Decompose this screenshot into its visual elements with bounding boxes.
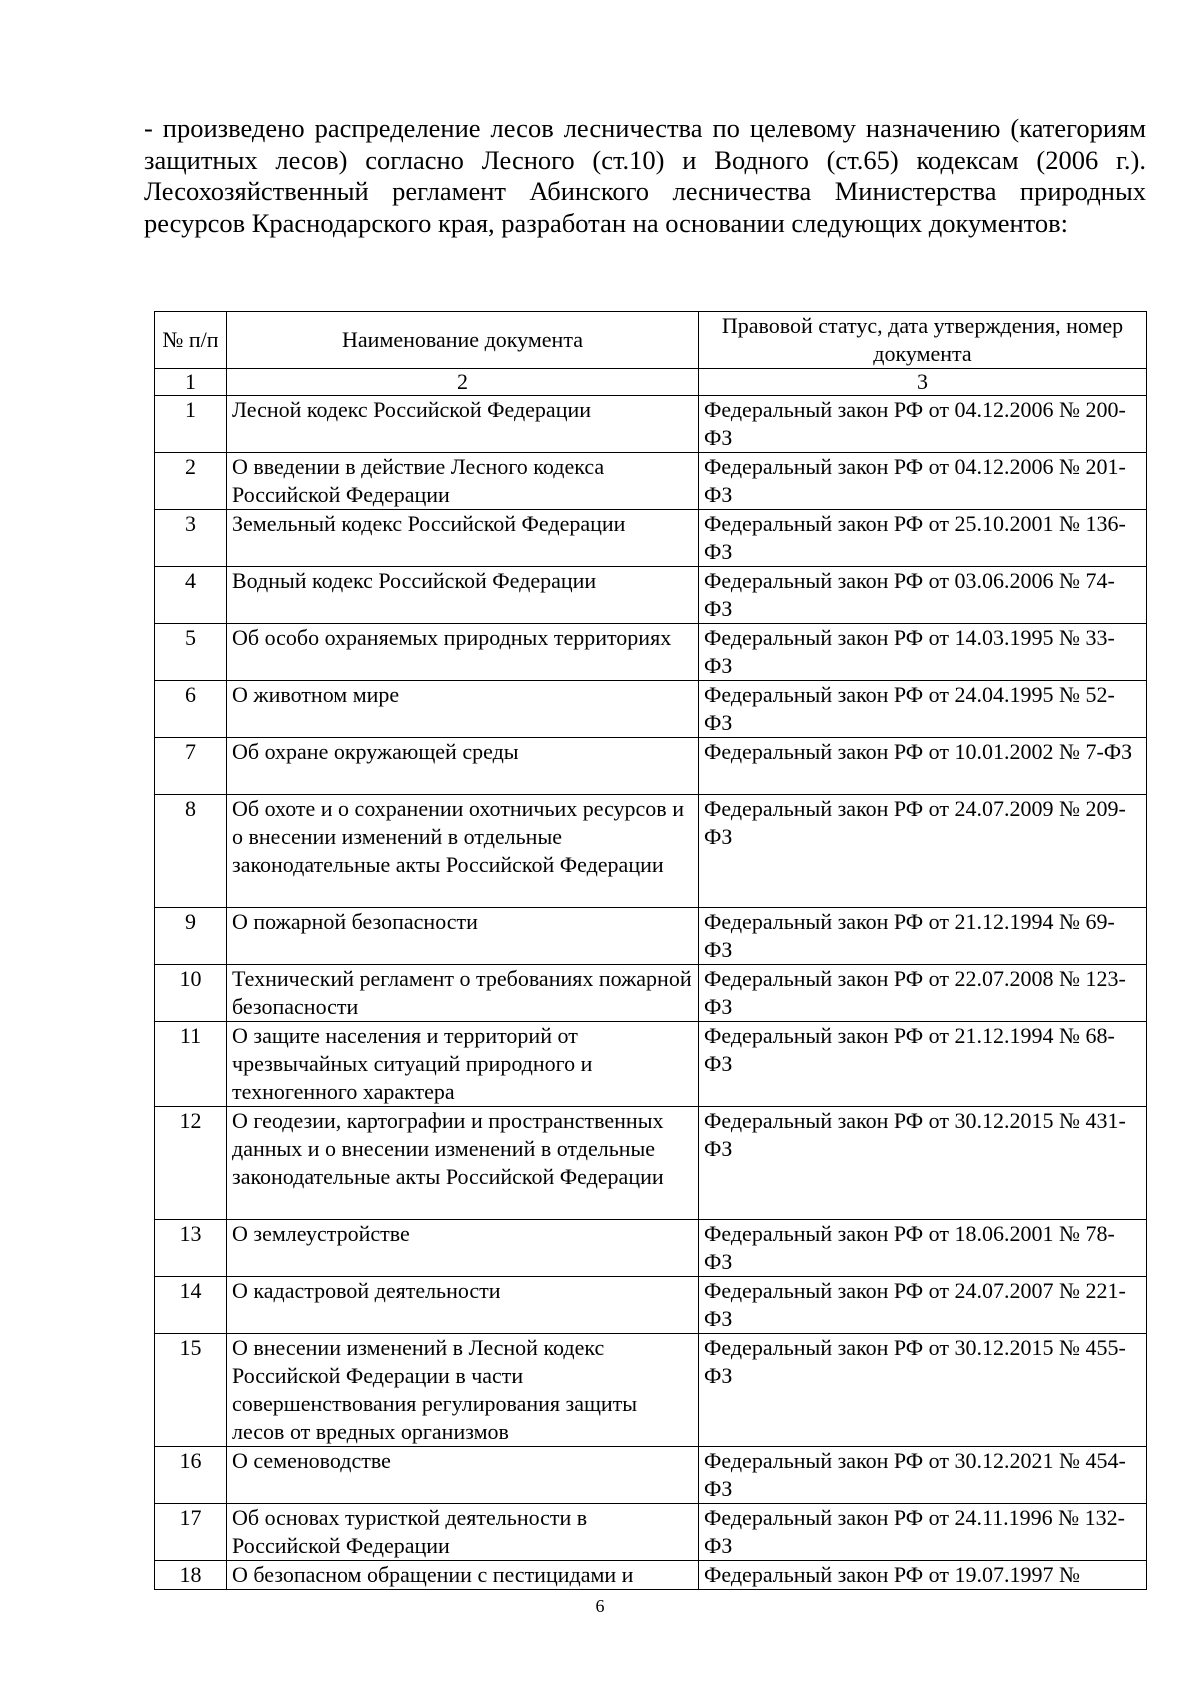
table-row (155, 1447, 1147, 1504)
legal-status: Федеральный закон РФ от 10.01.2002 № 7-ФЗ (699, 738, 1147, 795)
header-status: Правовой статус, дата утверждения, номер документа (699, 312, 1147, 369)
document-name: Об охоте и о сохранении охотничьих ресурсов и о внесении изменений в отдельные законодательные акты Российской Федерации (227, 795, 699, 908)
table-index-row (155, 369, 1147, 396)
legal-status: Федеральный закон РФ от 18.06.2001 № 78-ФЗ (699, 1220, 1147, 1277)
document-name: Об основах туристкой деятельности в Российской Федерации (227, 1504, 699, 1561)
table-row (155, 1561, 1147, 1590)
documents-table (154, 311, 1147, 1590)
document-name: О внесении изменений в Лесной кодекс Российской Федерации в части совершенствования регулирования защиты лесов от вредных организмов (227, 1334, 699, 1447)
legal-status: Федеральный закон РФ от 24.07.2009 № 209-ФЗ (699, 795, 1147, 908)
row-number: 11 (155, 1022, 227, 1107)
row-number: 3 (155, 510, 227, 567)
row-number: 12 (155, 1107, 227, 1220)
document-name: О защите населения и территорий от чрезвычайных ситуаций природного и техногенного характера (227, 1022, 699, 1107)
table-row (155, 567, 1147, 624)
legal-status: Федеральный закон РФ от 04.12.2006 № 200-ФЗ (699, 396, 1147, 453)
legal-status: Федеральный закон РФ от 21.12.1994 № 69-ФЗ (699, 908, 1147, 965)
row-number: 6 (155, 681, 227, 738)
row-number: 17 (155, 1504, 227, 1561)
legal-status: Федеральный закон РФ от 30.12.2015 № 431-ФЗ (699, 1107, 1147, 1220)
document-name: О введении в действие Лесного кодекса Российской Федерации (227, 453, 699, 510)
document-name: Земельный кодекс Российской Федерации (227, 510, 699, 567)
row-number: 4 (155, 567, 227, 624)
document-name: Об охране окружающей среды (227, 738, 699, 795)
legal-status: Федеральный закон РФ от 24.04.1995 № 52-ФЗ (699, 681, 1147, 738)
row-number: 10 (155, 965, 227, 1022)
intro-paragraph: - произведено распределение лесов лесничества по целевому назначению (категориям защитных лесов) согласно Лесного (ст.10) и Водного (ст.65) кодексам (2006 г.). Лесохозяйственный регламент Абинского лесничества Министерства природных ресурсов Краснодарского края, разработан на основании следующих документов: (144, 113, 1146, 238)
row-number: 5 (155, 624, 227, 681)
row-number: 15 (155, 1334, 227, 1447)
document-name: Об особо охраняемых природных территориях (227, 624, 699, 681)
row-number: 1 (155, 396, 227, 453)
table-row (155, 510, 1147, 567)
table-row (155, 908, 1147, 965)
document-name: О безопасном обращении с пестицидами и (227, 1561, 699, 1590)
legal-status: Федеральный закон РФ от 19.07.1997 № (699, 1561, 1147, 1590)
table-row (155, 1504, 1147, 1561)
table-row (155, 738, 1147, 795)
document-name: Водный кодекс Российской Федерации (227, 567, 699, 624)
row-number: 14 (155, 1277, 227, 1334)
document-name: О землеустройстве (227, 1220, 699, 1277)
index-cell: 3 (699, 369, 1147, 396)
table-row (155, 453, 1147, 510)
table-row (155, 1334, 1147, 1447)
table-row (155, 965, 1147, 1022)
document-name: О семеноводстве (227, 1447, 699, 1504)
index-cell: 1 (155, 369, 227, 396)
table-row (155, 795, 1147, 908)
row-number: 16 (155, 1447, 227, 1504)
row-number: 18 (155, 1561, 227, 1590)
table-row (155, 396, 1147, 453)
index-cell: 2 (227, 369, 699, 396)
legal-status: Федеральный закон РФ от 24.07.2007 № 221-ФЗ (699, 1277, 1147, 1334)
legal-status: Федеральный закон РФ от 14.03.1995 № 33-ФЗ (699, 624, 1147, 681)
row-number: 9 (155, 908, 227, 965)
legal-status: Федеральный закон РФ от 03.06.2006 № 74-ФЗ (699, 567, 1147, 624)
table-header-row (155, 312, 1147, 369)
row-number: 8 (155, 795, 227, 908)
legal-status: Федеральный закон РФ от 24.11.1996 № 132-ФЗ (699, 1504, 1147, 1561)
table-row (155, 624, 1147, 681)
row-number: 7 (155, 738, 227, 795)
legal-status: Федеральный закон РФ от 30.12.2021 № 454-ФЗ (699, 1447, 1147, 1504)
table-row (155, 1220, 1147, 1277)
document-name: О кадастровой деятельности (227, 1277, 699, 1334)
legal-status: Федеральный закон РФ от 21.12.1994 № 68-ФЗ (699, 1022, 1147, 1107)
legal-status: Федеральный закон РФ от 22.07.2008 № 123-ФЗ (699, 965, 1147, 1022)
page-number: 6 (595, 1596, 605, 1616)
table-row (155, 1107, 1147, 1220)
legal-status: Федеральный закон РФ от 25.10.2001 № 136-ФЗ (699, 510, 1147, 567)
document-name: О пожарной безопасности (227, 908, 699, 965)
document-name: Технический регламент о требованиях пожарной безопасности (227, 965, 699, 1022)
header-num: № п/п (155, 312, 227, 369)
row-number: 13 (155, 1220, 227, 1277)
row-number: 2 (155, 453, 227, 510)
header-name: Наименование документа (227, 312, 699, 369)
legal-status: Федеральный закон РФ от 04.12.2006 № 201-ФЗ (699, 453, 1147, 510)
legal-status: Федеральный закон РФ от 30.12.2015 № 455-ФЗ (699, 1334, 1147, 1447)
document-name: Лесной кодекс Российской Федерации (227, 396, 699, 453)
table-row (155, 681, 1147, 738)
document-name: О животном мире (227, 681, 699, 738)
table-row (155, 1277, 1147, 1334)
table-row (155, 1022, 1147, 1107)
document-name: О геодезии, картографии и пространственных данных и о внесении изменений в отдельные законодательные акты Российской Федерации (227, 1107, 699, 1220)
